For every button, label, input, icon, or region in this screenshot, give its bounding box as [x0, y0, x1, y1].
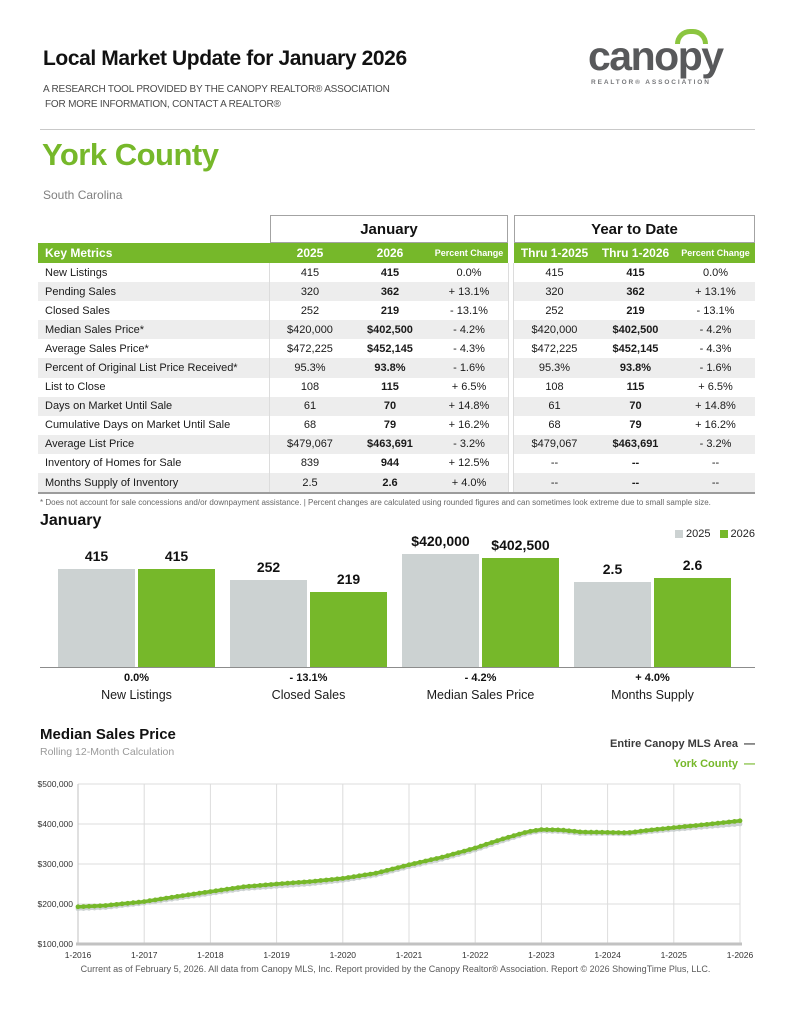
- cell-metric: Average List Price: [38, 435, 270, 454]
- bar-value-label: 2.6: [682, 557, 703, 573]
- cell-metric: List to Close: [38, 378, 270, 397]
- bar-value-label: 415: [84, 548, 109, 564]
- canopy-logo: [588, 33, 758, 86]
- table-bottom-border: [38, 492, 755, 494]
- y-axis-tick: $400,000: [37, 819, 73, 829]
- table-row: [38, 378, 755, 397]
- cell-ytd-2025: 61: [514, 397, 595, 416]
- cell-jan-2026: 93.8%: [350, 358, 430, 377]
- legend-item-mls-area: Entire Canopy MLS Area —: [610, 738, 755, 750]
- legend-label-2025: 2025: [686, 528, 711, 540]
- cell-jan-change: + 14.8%: [430, 397, 508, 416]
- table-row: [38, 416, 755, 435]
- region-state: South Carolina: [43, 188, 123, 202]
- bar-chart-plot: [40, 535, 755, 668]
- category-label: Months Supply: [611, 688, 694, 702]
- cell-jan-change: - 3.2%: [430, 435, 508, 454]
- york-county-line-icon: —: [744, 758, 755, 771]
- cell-jan-2026: $402,500: [350, 320, 430, 339]
- bar-2026-median-sales-price: [482, 558, 559, 667]
- cell-ytd-2026: 70: [595, 397, 676, 416]
- table-row: [38, 435, 755, 454]
- cell-jan-change: + 4.0%: [430, 473, 508, 492]
- cell-ytd-change: --: [676, 473, 755, 492]
- y-axis-tick: $200,000: [37, 899, 73, 909]
- key-metrics-header: Key Metrics: [38, 243, 270, 263]
- table-footnote: * Does not account for sale concessions and/or downpayment assistance. | Percent changes are calculated using rounded figures and can sometimes look extreme due to small sample size.: [40, 498, 711, 508]
- cell-jan-2026: 2.6: [350, 473, 430, 492]
- x-axis-tick: 1-2025: [660, 950, 688, 960]
- cell-jan-2025: 95.3%: [270, 358, 350, 377]
- cell-ytd-2026: 79: [595, 416, 676, 435]
- cell-jan-2025: $479,067: [270, 435, 350, 454]
- col-header-jan-change: Percent Change: [430, 243, 508, 263]
- metrics-rows: [38, 263, 755, 492]
- cell-jan-2026: 415: [350, 263, 430, 282]
- cell-ytd-2026: --: [595, 454, 676, 473]
- cell-jan-2026: 70: [350, 397, 430, 416]
- cell-ytd-change: + 16.2%: [676, 416, 755, 435]
- line-chart-subtitle: Rolling 12-Month Calculation: [40, 746, 175, 758]
- cell-jan-2025: $472,225: [270, 339, 350, 358]
- pct-change-label: 0.0%: [123, 672, 150, 684]
- cell-metric: Days on Market Until Sale: [38, 397, 270, 416]
- col-header-ytd-2025: Thru 1-2025: [514, 243, 595, 263]
- bar-value-label: $402,500: [491, 537, 550, 553]
- x-axis-tick: 1-2016: [64, 950, 92, 960]
- table-column-header-row: [38, 243, 755, 263]
- cell-jan-2025: 2.5: [270, 473, 350, 492]
- bar-value-label: 219: [336, 571, 361, 587]
- cell-jan-change: + 13.1%: [430, 282, 508, 301]
- cell-jan-2026: 115: [350, 378, 430, 397]
- table-group-header-row: [38, 215, 755, 243]
- canopy-arc-icon: [675, 29, 708, 44]
- table-row: [38, 282, 755, 301]
- cell-metric: Pending Sales: [38, 282, 270, 301]
- x-axis-tick: 1-2023: [528, 950, 555, 960]
- pct-change-label: - 13.1%: [289, 672, 328, 684]
- cell-jan-change: - 1.6%: [430, 358, 508, 377]
- cell-jan-2025: 68: [270, 416, 350, 435]
- cell-metric: Cumulative Days on Market Until Sale: [38, 416, 270, 435]
- cell-jan-2026: 944: [350, 454, 430, 473]
- cell-jan-change: - 13.1%: [430, 301, 508, 320]
- table-row: [38, 397, 755, 416]
- january-group-header: January: [270, 215, 508, 243]
- metrics-table: [38, 215, 755, 507]
- cell-ytd-change: + 14.8%: [676, 397, 755, 416]
- cell-metric: Months Supply of Inventory: [38, 473, 270, 492]
- bar-2026-months-supply: [654, 578, 731, 667]
- x-axis-tick: 1-2017: [130, 950, 158, 960]
- report-subtitle-1: A RESEARCH TOOL PROVIDED BY THE CANOPY REALTOR® ASSOCIATION: [43, 84, 390, 95]
- legend-item-york-county: York County —: [673, 758, 755, 771]
- x-axis-tick: 1-2021: [395, 950, 423, 960]
- cell-ytd-change: --: [676, 454, 755, 473]
- cell-ytd-2025: --: [514, 454, 595, 473]
- cell-jan-2026: 362: [350, 282, 430, 301]
- col-header-jan-2025: 2025: [270, 243, 350, 263]
- cell-jan-change: + 6.5%: [430, 378, 508, 397]
- y-axis-tick: $500,000: [37, 779, 73, 789]
- line-chart-title: Median Sales Price: [40, 726, 176, 743]
- x-axis-tick: 1-2024: [594, 950, 621, 960]
- col-header-jan-2026: 2026: [350, 243, 430, 263]
- cell-ytd-change: - 13.1%: [676, 301, 755, 320]
- cell-ytd-change: + 6.5%: [676, 378, 755, 397]
- cell-ytd-change: - 4.3%: [676, 339, 755, 358]
- x-axis-tick: 1-2018: [197, 950, 224, 960]
- cell-jan-2025: 252: [270, 301, 350, 320]
- bar-2025-median-sales-price: [402, 554, 479, 667]
- cell-jan-2025: 415: [270, 263, 350, 282]
- cell-ytd-change: - 4.2%: [676, 320, 755, 339]
- cell-ytd-change: + 13.1%: [676, 282, 755, 301]
- cell-ytd-2025: $420,000: [514, 320, 595, 339]
- cell-jan-2026: $463,691: [350, 435, 430, 454]
- mls-area-line-icon: —: [744, 738, 755, 750]
- cell-ytd-change: 0.0%: [676, 263, 755, 282]
- bar-value-label: 415: [164, 548, 189, 564]
- table-row: [38, 263, 755, 282]
- cell-jan-change: + 16.2%: [430, 416, 508, 435]
- cell-metric: Inventory of Homes for Sale: [38, 454, 270, 473]
- cell-metric: Percent of Original List Price Received*: [38, 358, 270, 377]
- bar-chart-labels: [40, 670, 755, 710]
- table-row: [38, 320, 755, 339]
- cell-ytd-2026: --: [595, 473, 676, 492]
- cell-ytd-2025: $472,225: [514, 339, 595, 358]
- x-axis-tick: 1-2022: [461, 950, 489, 960]
- col-header-ytd-change: Percent Change: [676, 243, 755, 263]
- header-divider: [40, 129, 755, 130]
- y-axis-tick: $100,000: [37, 939, 73, 949]
- cell-metric: Median Sales Price*: [38, 320, 270, 339]
- cell-jan-change: 0.0%: [430, 263, 508, 282]
- cell-jan-change: + 12.5%: [430, 454, 508, 473]
- cell-jan-2026: $452,145: [350, 339, 430, 358]
- bar-value-label: 252: [256, 559, 281, 575]
- cell-jan-2025: 839: [270, 454, 350, 473]
- cell-ytd-2025: 108: [514, 378, 595, 397]
- cell-ytd-2026: 362: [595, 282, 676, 301]
- cell-ytd-change: - 1.6%: [676, 358, 755, 377]
- x-axis-tick: 1-2026: [726, 950, 754, 960]
- cell-ytd-change: - 3.2%: [676, 435, 755, 454]
- cell-metric: Average Sales Price*: [38, 339, 270, 358]
- cell-ytd-2025: 252: [514, 301, 595, 320]
- cell-jan-2026: 219: [350, 301, 430, 320]
- cell-ytd-2026: $452,145: [595, 339, 676, 358]
- cell-metric: Closed Sales: [38, 301, 270, 320]
- cell-jan-2025: 320: [270, 282, 350, 301]
- cell-jan-change: - 4.2%: [430, 320, 508, 339]
- report-title: Local Market Update for January 2026: [43, 47, 407, 70]
- cell-ytd-2025: $479,067: [514, 435, 595, 454]
- cell-ytd-2026: 115: [595, 378, 676, 397]
- bar-value-label: 2.5: [602, 561, 623, 577]
- bar-2025-months-supply: [574, 582, 651, 667]
- cell-ytd-2025: 415: [514, 263, 595, 282]
- logo-wordmark: canopy: [588, 33, 723, 79]
- ytd-group-header: Year to Date: [514, 215, 755, 243]
- table-row: [38, 473, 755, 492]
- cell-jan-2025: 108: [270, 378, 350, 397]
- bar-value-label: $420,000: [411, 533, 470, 549]
- y-axis-tick: $300,000: [37, 859, 73, 869]
- cell-jan-2025: 61: [270, 397, 350, 416]
- table-row: [38, 339, 755, 358]
- pct-change-label: - 4.2%: [464, 672, 497, 684]
- table-row: [38, 454, 755, 473]
- bar-2026-closed-sales: [310, 592, 387, 667]
- cell-ytd-2026: $463,691: [595, 435, 676, 454]
- cell-ytd-2026: 219: [595, 301, 676, 320]
- report-subtitle-2: FOR MORE INFORMATION, CONTACT A REALTOR®: [45, 99, 281, 110]
- x-axis-tick: 1-2019: [263, 950, 290, 960]
- cell-ytd-2026: 415: [595, 263, 676, 282]
- line-chart-legend: [610, 734, 755, 775]
- logo-tagline: REALTOR® ASSOCIATION: [591, 79, 711, 86]
- table-row: [38, 358, 755, 377]
- category-label: New Listings: [101, 688, 172, 702]
- cell-ytd-2025: 95.3%: [514, 358, 595, 377]
- report-footer: Current as of February 5, 2026. All data from Canopy MLS, Inc. Report provided by the Canopy Realtor® Association. Report © 2026 ShowingTime Plus, LLC.: [80, 964, 711, 974]
- cell-jan-2026: 79: [350, 416, 430, 435]
- region-name: York County: [42, 137, 219, 172]
- cell-jan-change: - 4.3%: [430, 339, 508, 358]
- cell-metric: New Listings: [38, 263, 270, 282]
- cell-ytd-2026: $402,500: [595, 320, 676, 339]
- cell-ytd-2025: 320: [514, 282, 595, 301]
- pct-change-label: + 4.0%: [635, 672, 670, 684]
- cell-ytd-2026: 93.8%: [595, 358, 676, 377]
- table-row: [38, 301, 755, 320]
- bar-2025-new-listings: [58, 569, 135, 667]
- bar-chart-title: January: [40, 512, 102, 529]
- bar-2026-new-listings: [138, 569, 215, 667]
- cell-jan-2025: $420,000: [270, 320, 350, 339]
- cell-ytd-2025: 68: [514, 416, 595, 435]
- col-header-ytd-2026: Thru 1-2026: [595, 243, 676, 263]
- category-label: Closed Sales: [271, 688, 346, 702]
- x-axis-tick: 1-2020: [329, 950, 357, 960]
- cell-ytd-2025: --: [514, 473, 595, 492]
- line-chart-svg: [30, 775, 761, 965]
- category-label: Median Sales Price: [426, 688, 535, 702]
- bar-2025-closed-sales: [230, 580, 307, 667]
- legend-label-2026: 2026: [730, 528, 755, 540]
